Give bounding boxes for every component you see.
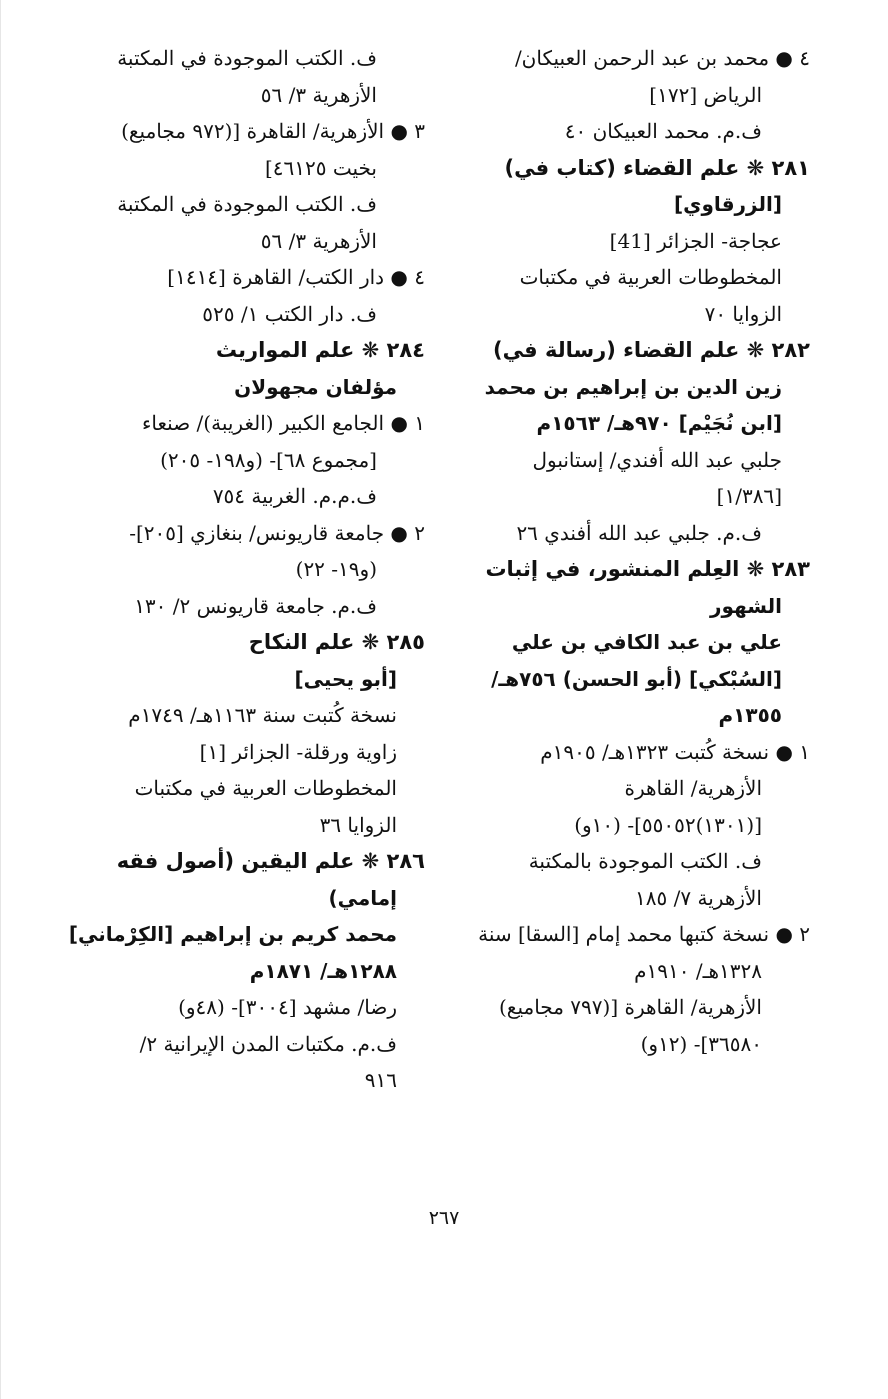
- text-line: ف.م.م. الغربية ٧٥٤: [212, 484, 377, 508]
- text-line: ١ ● الجامع الكبير (الغريبة)/ صنعاء: [142, 411, 425, 435]
- text-line: ف.م. جامعة قاريونس ٢/ ١٣٠: [134, 593, 377, 618]
- text-line: [(١٣٠١)٥٥٠٥٢]- (١٠و): [574, 812, 762, 837]
- text-line: [الزرقاوي]: [674, 192, 782, 216]
- text-line: [السُبْكي] (أبو الحسن) ٧٥٦هـ/: [491, 666, 782, 691]
- text-line: نسخة كُتبت سنة ١١٦٣هـ/ ١٧٤٩م: [128, 703, 397, 727]
- text-line: ف. دار الكتب ١/ ٥٢٥: [202, 301, 377, 326]
- text-line: علي بن عبد الكافي بن علي: [511, 630, 782, 654]
- text-line: الأزهرية ٣/ ٥٦: [260, 228, 377, 253]
- text-line: ٣٦٥٨٠]- (١٢و): [640, 1031, 762, 1056]
- scan-edge-line: [0, 0, 1, 1399]
- text-line: ٤ ● محمد بن عبد الرحمن العبيكان/: [514, 46, 810, 70]
- text-line: إمامي): [328, 885, 397, 910]
- text-line: [أبو يحيى]: [294, 666, 397, 691]
- text-line: [ابن نُجَيْم] ٩٧٠هـ/ ١٥٦٣م: [536, 411, 782, 435]
- text-line: زاوية ورقلة- الجزائر [١]: [199, 739, 397, 764]
- text-line: ٢٨١ ❋ علم القضاء (كتاب في): [504, 155, 810, 180]
- text-line: ٢ ● جامعة قاريونس/ بنغازي [٢٠٥]-: [129, 520, 425, 545]
- text-line: ١٣٥٥م: [718, 703, 782, 727]
- text-line: [مجموع ٦٨]- (و١٩٨- ٢٠٥): [160, 447, 377, 472]
- text-line: رضا/ مشهد [٣٠٠٤]- (٤٨و): [178, 995, 397, 1019]
- text-line: ف. الكتب الموجودة بالمكتبة: [528, 849, 762, 873]
- text-line: عجاجة- الجزائر [41]: [609, 228, 782, 253]
- text-line: ١٢٨٨هـ/ ١٨٧١م: [249, 958, 397, 983]
- text-line: ٤ ● دار الكتب/ القاهرة [١٤١٤]: [167, 265, 425, 289]
- text-line: الشهور: [710, 593, 782, 618]
- text-line: (و١٩- ٢٢): [295, 557, 377, 581]
- text-line: ٢٨٣ ❋ العِلم المنشور، في إثبات: [485, 557, 810, 581]
- text-line: الأزهرية ٧/ ١٨٥: [635, 885, 762, 910]
- right-column: [470, 40, 810, 1062]
- text-line: ٣ ● الأزهرية/ القاهرة [(٩٧٢ مجاميع): [121, 119, 425, 143]
- text-line: الزوايا ٣٦: [319, 812, 397, 837]
- text-line: ١ ● نسخة كُتبت ١٣٢٣هـ/ ١٩٠٥م: [540, 739, 810, 764]
- text-line: الأزهرية/ القاهرة [(٧٩٧ مجاميع): [499, 995, 762, 1019]
- text-line: الرياض [١٧٢]: [649, 82, 762, 107]
- text-line: ٢٨٢ ❋ علم القضاء (رسالة في): [493, 338, 810, 362]
- text-line: ٢٨٤ ❋ علم المواريث: [215, 338, 425, 362]
- text-line: زين الدين بن إبراهيم بن محمد: [484, 374, 782, 399]
- text-line: ٩١٦: [364, 1068, 397, 1092]
- page-number: ٢٦٧: [428, 1207, 460, 1229]
- text-line: ف.م. محمد العبيكان ٤٠: [564, 119, 762, 143]
- text-line: محمد كريم بن إبراهيم [الكِرْماني]: [68, 922, 397, 946]
- text-line: المخطوطات العربية في مكتبات: [519, 265, 782, 289]
- text-line: جلبي عبد الله أفندي/ إستانبول: [532, 447, 782, 472]
- text-line: [١/٣٨٦]: [716, 484, 782, 508]
- text-line: المخطوطات العربية في مكتبات: [134, 776, 397, 800]
- text-line: ٢ ● نسخة كتبها محمد إمام [السقا] سنة: [478, 922, 810, 946]
- text-line: الأزهرية/ القاهرة: [624, 776, 762, 800]
- text-line: ٢٨٦ ❋ علم اليقين (أصول فقه: [116, 849, 425, 873]
- text-line: الأزهرية ٣/ ٥٦: [260, 82, 377, 107]
- text-line: بخيت ٤٦١٢٥]: [264, 155, 377, 180]
- text-line: ٢٨٥ ❋ علم النكاح: [248, 630, 425, 654]
- text-line: ف.م. مكتبات المدن الإيرانية ٢/: [139, 1031, 397, 1056]
- left-column: [68, 40, 425, 1099]
- text-line: مؤلفان مجهولان: [234, 374, 397, 399]
- text-line: الزوايا ٧٠: [704, 301, 782, 326]
- text-line: ف.م. جلبي عبد الله أفندي ٢٦: [516, 520, 762, 545]
- text-line: ف. الكتب الموجودة في المكتبة: [117, 46, 377, 70]
- text-line: ١٣٢٨هـ/ ١٩١٠م: [634, 958, 762, 983]
- text-line: ف. الكتب الموجودة في المكتبة: [117, 192, 377, 216]
